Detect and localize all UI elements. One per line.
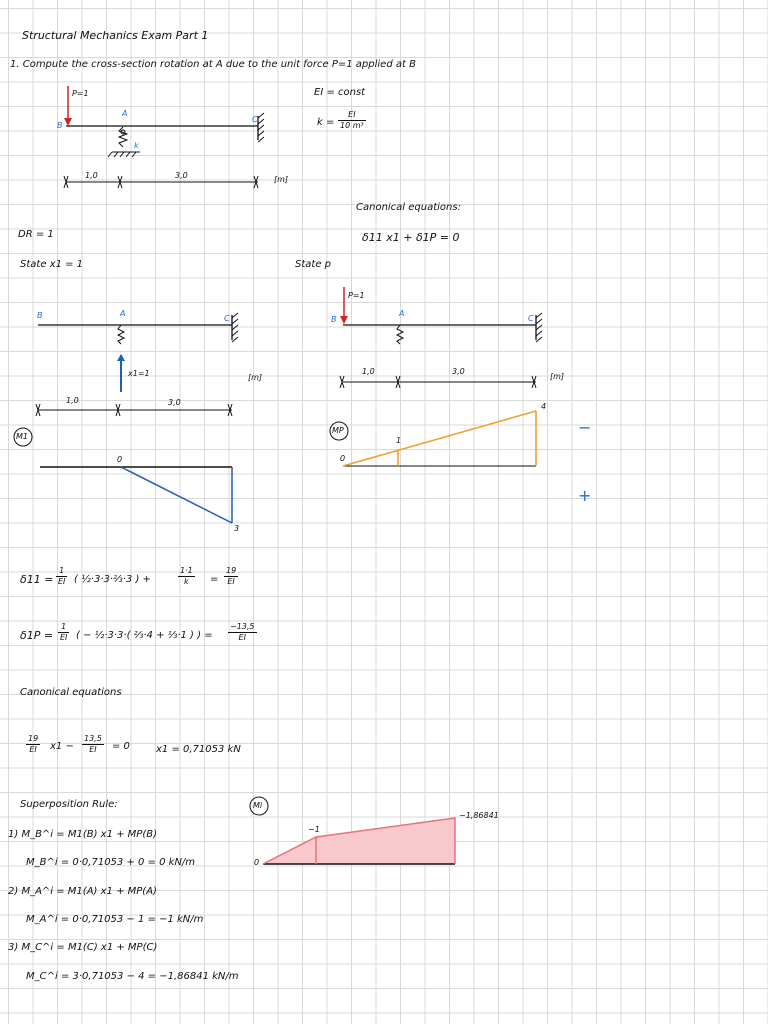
s1-b: B	[37, 311, 43, 320]
mi-label: Mi	[253, 801, 263, 810]
state-p-title: State p	[295, 259, 331, 270]
c2-f2-den: EI	[89, 745, 97, 754]
c2-eq0: = 0	[112, 741, 130, 752]
c2-f1-den: EI	[29, 745, 37, 754]
sp-c: C	[528, 314, 534, 323]
m1-label: M1	[16, 432, 28, 441]
mi-va: −1	[308, 825, 320, 834]
d1p-f1-num: 1	[58, 622, 69, 633]
d11-frac2	[178, 566, 195, 587]
s1-d2: 3,0	[168, 398, 181, 407]
sp-line-1b: M_B^i = 0·0,71053 + 0 = 0 kN/m	[26, 857, 196, 868]
final-moment-diagram	[250, 797, 455, 864]
d11-f2-den: k	[184, 577, 189, 586]
s1-unit: [m]	[248, 373, 263, 382]
sp-unit: [m]	[550, 372, 565, 381]
c2-f1-num: 19	[28, 734, 39, 743]
d11-middle: ( ½·3·3·⅔·3 ) +	[74, 574, 151, 585]
sp-line-2: 2) M_A^i = M1(A) x1 + MP(A)	[8, 886, 157, 897]
sp-line-1: 1) M_B^i = M1(B) x1 + MP(B)	[8, 829, 157, 840]
canonical2-title: Canonical equations	[20, 687, 122, 698]
m1-v3: 3	[234, 524, 240, 533]
k-label: k =	[317, 117, 335, 128]
state-x1-title: State x1 = 1	[20, 259, 84, 270]
d1p-f2-den: EI	[238, 633, 246, 642]
sign-minus: −	[578, 418, 592, 437]
d1p-middle: ( − ½·3·3·( ⅔·4 + ⅓·1 ) ) =	[76, 630, 213, 641]
sp-line-2b: M_A^i = 0·0,71053 − 1 = −1 kN/m	[26, 914, 204, 925]
ei-const: EI = const	[314, 87, 366, 98]
problem-statement: 1. Compute the cross-section rotation at A due to the unit force P=1 applied at B	[10, 59, 416, 70]
d11-f2-num: 1·1	[180, 566, 193, 575]
sp-a: A	[399, 309, 405, 318]
canonical-title: Canonical equations:	[356, 202, 461, 213]
state-x1-beam	[14, 313, 238, 523]
k-numerator: EI	[338, 110, 366, 121]
dr-label: DR = 1	[18, 229, 54, 240]
d1p-f1-den: EI	[60, 633, 68, 642]
d11-f1-num: 1	[56, 566, 67, 577]
s1-c: C	[224, 314, 230, 323]
x1-result: x1 = 0,71053 kN	[156, 744, 241, 755]
sp-force: P=1	[348, 291, 365, 300]
d11-frac1	[56, 566, 67, 587]
sp-line-3b: M_C^i = 3·0,71053 − 4 = −1,86841 kN/m	[26, 971, 239, 982]
sign-plus: +	[578, 486, 592, 505]
delta11-lhs: δ11 =	[20, 573, 54, 586]
c2-f2-num: 13,5	[84, 734, 102, 743]
s1-a: A	[120, 309, 126, 318]
mi-vc: −1,86841	[459, 811, 499, 820]
mp-label: MP	[332, 426, 344, 435]
dim-2: 3,0	[175, 171, 188, 180]
d1p-frac1	[58, 622, 69, 643]
c2-frac2	[82, 734, 104, 755]
c2-frac1	[26, 734, 40, 755]
m1-v0: 0	[117, 455, 123, 464]
delta1p-lhs: δ1P =	[20, 629, 54, 642]
s1-x1: x1=1	[128, 369, 150, 378]
mp-v1: 1	[396, 436, 402, 445]
dim-1: 1,0	[85, 171, 98, 180]
point-b-label: B	[57, 121, 63, 130]
sp-d2: 3,0	[452, 367, 465, 376]
sp-b: B	[331, 315, 337, 324]
mp-v0: 0	[340, 454, 346, 463]
sp-line-3: 3) M_C^i = M1(C) x1 + MP(C)	[8, 942, 158, 953]
point-c-label: C	[252, 115, 258, 124]
d11-f3-num: 19	[226, 566, 237, 575]
point-a-label: A	[122, 109, 128, 118]
mi-v0: 0	[254, 858, 260, 867]
c2-x1: x1 −	[50, 741, 74, 752]
d1p-f2-num: −13,5	[230, 622, 255, 631]
d11-eq: =	[210, 574, 219, 585]
state-p-beam	[330, 287, 542, 466]
s1-d1: 1,0	[66, 396, 79, 405]
spring-k-label: k	[134, 141, 139, 150]
sp-d1: 1,0	[362, 367, 375, 376]
mp-v4: 4	[541, 402, 547, 411]
canonical-equation: δ11 x1 + δ1P = 0	[362, 231, 460, 244]
d11-f3-den: EI	[227, 577, 235, 586]
d11-frac3	[224, 566, 238, 587]
k-denominator: 10 m³	[340, 121, 364, 130]
unit-label: [m]	[274, 175, 289, 184]
exam-title: Structural Mechanics Exam Part 1	[22, 29, 209, 42]
force-label: P=1	[72, 89, 89, 98]
superposition-title: Superposition Rule:	[20, 799, 118, 810]
d11-f1-den: EI	[58, 577, 66, 586]
d1p-frac2	[228, 622, 257, 643]
